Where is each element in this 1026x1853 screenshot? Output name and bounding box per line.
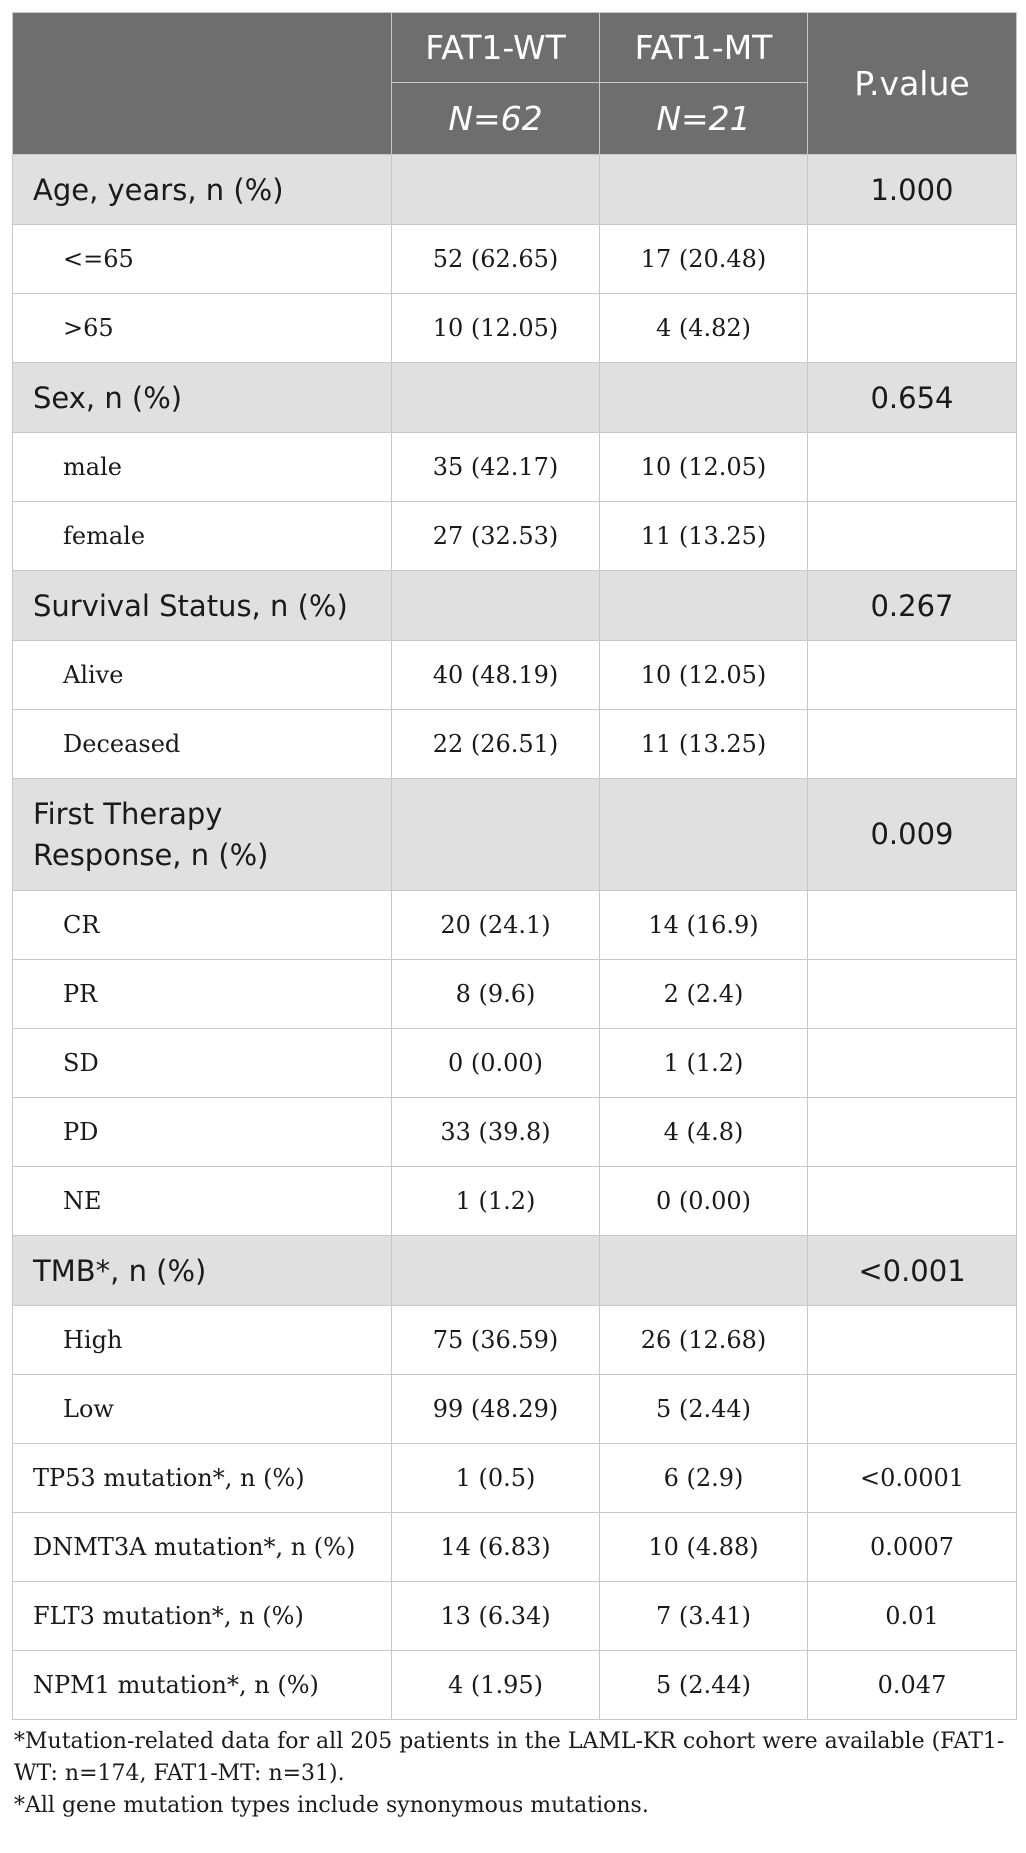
empty-cell bbox=[392, 155, 600, 225]
table-row bbox=[13, 1098, 1017, 1167]
empty-cell bbox=[392, 779, 600, 891]
section-row-therapy bbox=[13, 779, 1017, 891]
p-value: <0.001 bbox=[808, 1236, 1017, 1306]
row-label: >65 bbox=[13, 294, 392, 363]
table-row bbox=[13, 891, 1017, 960]
row-label: male bbox=[13, 433, 392, 502]
mt-value: 11 (13.25) bbox=[600, 502, 808, 571]
row-label: female bbox=[13, 502, 392, 571]
section-label: Sex, n (%) bbox=[13, 363, 392, 433]
empty-cell bbox=[600, 779, 808, 891]
empty-cell bbox=[808, 641, 1017, 710]
mt-value: 1 (1.2) bbox=[600, 1029, 808, 1098]
header-blank-cell bbox=[13, 13, 392, 155]
empty-cell bbox=[392, 363, 600, 433]
empty-cell bbox=[600, 571, 808, 641]
mutation-row-flt3 bbox=[13, 1582, 1017, 1651]
empty-cell bbox=[808, 891, 1017, 960]
wt-value: 33 (39.8) bbox=[392, 1098, 600, 1167]
wt-value: 13 (6.34) bbox=[392, 1582, 600, 1651]
row-label: FLT3 mutation*, n (%) bbox=[13, 1582, 392, 1651]
footnote: *Mutation-related data for all 205 patients in the LAML-KR cohort were available (FAT1-WT: n=174, FAT1-MT: n=31). bbox=[14, 1729, 1005, 1786]
row-label: PR bbox=[13, 960, 392, 1029]
mt-value: 0 (0.00) bbox=[600, 1167, 808, 1236]
row-label: TP53 mutation*, n (%) bbox=[13, 1444, 392, 1513]
mt-value: 6 (2.9) bbox=[600, 1444, 808, 1513]
wt-value: 8 (9.6) bbox=[392, 960, 600, 1029]
table-row bbox=[13, 641, 1017, 710]
header-n-mt: N=21 bbox=[600, 83, 808, 155]
p-value: 0.267 bbox=[808, 571, 1017, 641]
mt-value: 4 (4.82) bbox=[600, 294, 808, 363]
header-fat1-mt: FAT1-MT bbox=[600, 13, 808, 83]
wt-value: 1 (1.2) bbox=[392, 1167, 600, 1236]
mt-value: 5 (2.44) bbox=[600, 1651, 808, 1720]
table-row bbox=[13, 710, 1017, 779]
section-row-survival bbox=[13, 571, 1017, 641]
wt-value: 22 (26.51) bbox=[392, 710, 600, 779]
empty-cell bbox=[600, 155, 808, 225]
mt-value: 10 (4.88) bbox=[600, 1513, 808, 1582]
empty-cell bbox=[808, 710, 1017, 779]
wt-value: 40 (48.19) bbox=[392, 641, 600, 710]
empty-cell bbox=[808, 502, 1017, 571]
mt-value: 14 (16.9) bbox=[600, 891, 808, 960]
table-row bbox=[13, 1375, 1017, 1444]
empty-cell bbox=[808, 1029, 1017, 1098]
empty-cell bbox=[808, 225, 1017, 294]
empty-cell bbox=[808, 294, 1017, 363]
row-label: Deceased bbox=[13, 710, 392, 779]
section-row-age bbox=[13, 155, 1017, 225]
section-label: Age, years, n (%) bbox=[13, 155, 392, 225]
p-value: 0.654 bbox=[808, 363, 1017, 433]
mutation-row-tp53 bbox=[13, 1444, 1017, 1513]
p-value: <0.0001 bbox=[808, 1444, 1017, 1513]
section-label: TMB*, n (%) bbox=[13, 1236, 392, 1306]
table-row bbox=[13, 1029, 1017, 1098]
wt-value: 0 (0.00) bbox=[392, 1029, 600, 1098]
wt-value: 75 (36.59) bbox=[392, 1306, 600, 1375]
empty-cell bbox=[808, 960, 1017, 1029]
mt-value: 26 (12.68) bbox=[600, 1306, 808, 1375]
table-row bbox=[13, 960, 1017, 1029]
empty-cell bbox=[808, 1167, 1017, 1236]
table-container bbox=[12, 12, 1016, 1822]
wt-value: 99 (48.29) bbox=[392, 1375, 600, 1444]
empty-cell bbox=[808, 1375, 1017, 1444]
section-label: Survival Status, n (%) bbox=[13, 571, 392, 641]
p-value: 0.047 bbox=[808, 1651, 1017, 1720]
row-label: High bbox=[13, 1306, 392, 1375]
row-label: CR bbox=[13, 891, 392, 960]
empty-cell bbox=[808, 1098, 1017, 1167]
wt-value: 14 (6.83) bbox=[392, 1513, 600, 1582]
empty-cell bbox=[808, 1306, 1017, 1375]
empty-cell bbox=[392, 1236, 600, 1306]
row-label: PD bbox=[13, 1098, 392, 1167]
mt-value: 11 (13.25) bbox=[600, 710, 808, 779]
header-n-wt: N=62 bbox=[392, 83, 600, 155]
table-row bbox=[13, 294, 1017, 363]
table-row bbox=[13, 1306, 1017, 1375]
wt-value: 52 (62.65) bbox=[392, 225, 600, 294]
wt-value: 10 (12.05) bbox=[392, 294, 600, 363]
footnote: *All gene mutation types include synonymous mutations. bbox=[14, 1793, 649, 1818]
mt-value: 10 (12.05) bbox=[600, 433, 808, 502]
empty-cell bbox=[600, 363, 808, 433]
wt-value: 20 (24.1) bbox=[392, 891, 600, 960]
mt-value: 5 (2.44) bbox=[600, 1375, 808, 1444]
table-row bbox=[13, 225, 1017, 294]
table-row bbox=[13, 433, 1017, 502]
mt-value: 7 (3.41) bbox=[600, 1582, 808, 1651]
p-value: 0.01 bbox=[808, 1582, 1017, 1651]
p-value: 1.000 bbox=[808, 155, 1017, 225]
clinical-characteristics-table bbox=[12, 12, 1017, 1720]
mt-value: 10 (12.05) bbox=[600, 641, 808, 710]
mutation-row-npm1 bbox=[13, 1651, 1017, 1720]
section-label bbox=[13, 779, 392, 891]
table-row bbox=[13, 1167, 1017, 1236]
wt-value: 4 (1.95) bbox=[392, 1651, 600, 1720]
header-p-value: P.value bbox=[808, 13, 1017, 155]
row-label: Alive bbox=[13, 641, 392, 710]
p-value: 0.009 bbox=[808, 779, 1017, 891]
table-header bbox=[13, 13, 1017, 155]
header-fat1-wt: FAT1-WT bbox=[392, 13, 600, 83]
mt-value: 4 (4.8) bbox=[600, 1098, 808, 1167]
wt-value: 27 (32.53) bbox=[392, 502, 600, 571]
p-value: 0.0007 bbox=[808, 1513, 1017, 1582]
section-row-tmb bbox=[13, 1236, 1017, 1306]
row-label: DNMT3A mutation*, n (%) bbox=[13, 1513, 392, 1582]
row-label: SD bbox=[13, 1029, 392, 1098]
row-label: <=65 bbox=[13, 225, 392, 294]
table-row bbox=[13, 502, 1017, 571]
section-label-line2: Response, n (%) bbox=[33, 837, 269, 872]
wt-value: 35 (42.17) bbox=[392, 433, 600, 502]
row-label: NPM1 mutation*, n (%) bbox=[13, 1651, 392, 1720]
section-row-sex bbox=[13, 363, 1017, 433]
section-label-line1: First Therapy bbox=[33, 796, 223, 831]
empty-cell bbox=[392, 571, 600, 641]
empty-cell bbox=[808, 433, 1017, 502]
mutation-row-dnmt3a bbox=[13, 1513, 1017, 1582]
empty-cell bbox=[600, 1236, 808, 1306]
mt-value: 2 (2.4) bbox=[600, 960, 808, 1029]
table-footnotes bbox=[12, 1726, 1018, 1822]
row-label: Low bbox=[13, 1375, 392, 1444]
row-label: NE bbox=[13, 1167, 392, 1236]
mt-value: 17 (20.48) bbox=[600, 225, 808, 294]
wt-value: 1 (0.5) bbox=[392, 1444, 600, 1513]
